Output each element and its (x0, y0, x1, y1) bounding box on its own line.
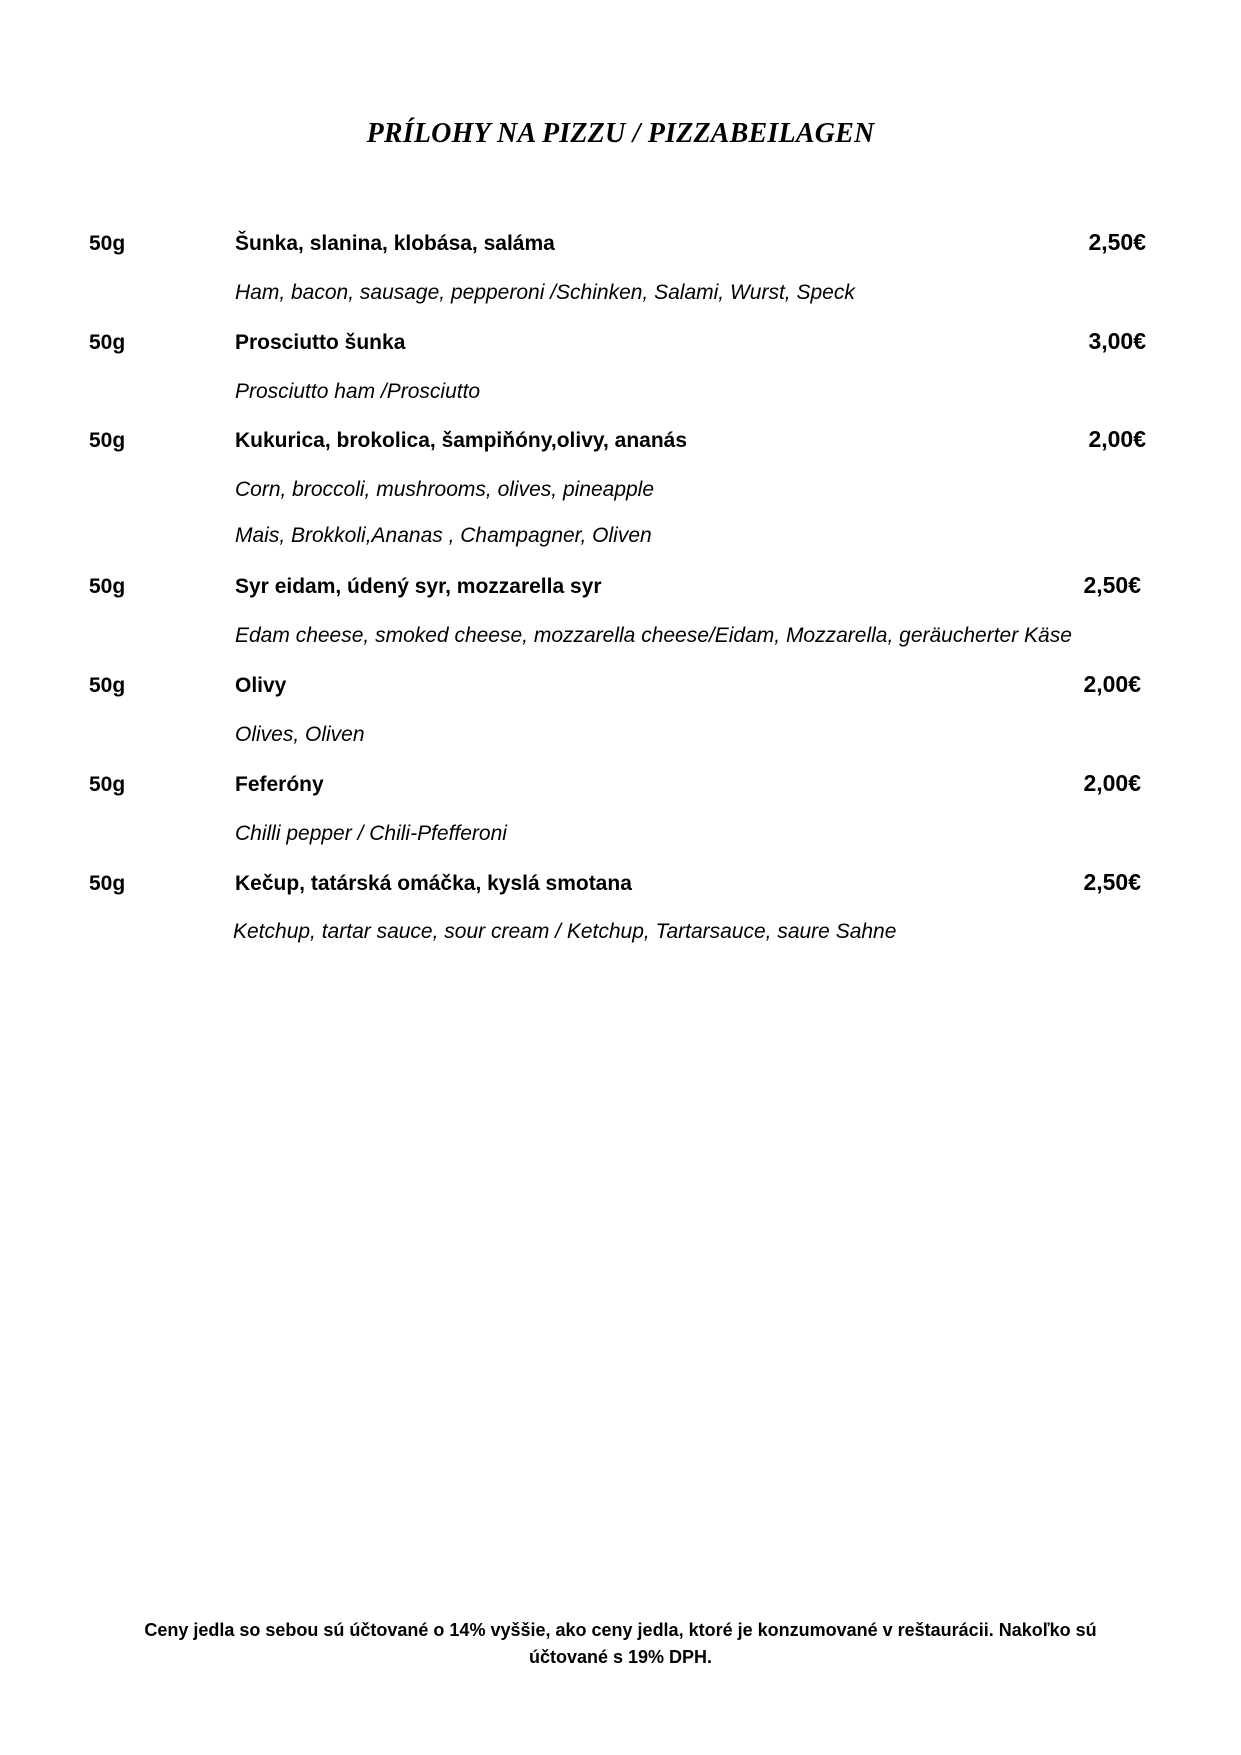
item-description: Ham, bacon, sausage, pepperoni /Schinken, Salami, Wurst, Speck (235, 281, 855, 304)
item-weight: 50g (89, 331, 126, 354)
item-name: Kečup, tatárská omáčka, kyslá smotana (235, 872, 632, 895)
item-price: 2,50€ (1088, 229, 1146, 255)
item-weight: 50g (89, 429, 126, 452)
item-weight: 50g (89, 872, 126, 895)
item-name: Prosciutto šunka (235, 331, 406, 354)
item-price: 2,50€ (1083, 869, 1141, 895)
item-name: Šunka, slanina, klobása, saláma (235, 232, 555, 255)
item-price: 2,50€ (1083, 572, 1141, 598)
item-price: 2,00€ (1088, 426, 1146, 452)
item-weight: 50g (89, 773, 126, 796)
footer-note (80, 1617, 1161, 1671)
item-price: 2,00€ (1083, 770, 1141, 796)
item-name: Feferóny (235, 773, 324, 796)
item-description: Prosciutto ham /Prosciutto (235, 380, 481, 403)
item-price: 2,00€ (1083, 671, 1141, 697)
menu-title: PRÍLOHY NA PIZZU / PIZZABEILAGEN (366, 118, 875, 149)
item-description: Edam cheese, smoked cheese, mozzarella cheese/Eidam, Mozzarella, geräucherter Käse (235, 624, 1072, 647)
item-weight: 50g (89, 575, 126, 598)
footer-line: Ceny jedla so sebou sú účtované o 14% vyššie, ako ceny jedla, ktoré je konzumované v reštaurácii. Nakoľko sú (144, 1620, 1097, 1640)
item-name: Syr eidam, údený syr, mozzarella syr (235, 575, 602, 598)
item-name: Kukurica, brokolica, šampiňóny,olivy, ananás (235, 429, 688, 452)
item-weight: 50g (89, 674, 126, 697)
item-description: Mais, Brokkoli,Ananas , Champagner, Oliven (235, 524, 652, 547)
footer-line: účtované s 19% DPH. (528, 1647, 713, 1667)
item-description: Ketchup, tartar sauce, sour cream / Ketchup, Tartarsauce, saure Sahne (233, 920, 897, 943)
item-name: Olivy (235, 674, 287, 697)
item-description: Corn, broccoli, mushrooms, olives, pineapple (235, 478, 655, 501)
item-weight: 50g (89, 232, 126, 255)
item-description: Olives, Oliven (235, 723, 365, 746)
item-price: 3,00€ (1088, 328, 1146, 354)
item-description: Chilli pepper / Chili-Pfefferoni (235, 822, 507, 845)
